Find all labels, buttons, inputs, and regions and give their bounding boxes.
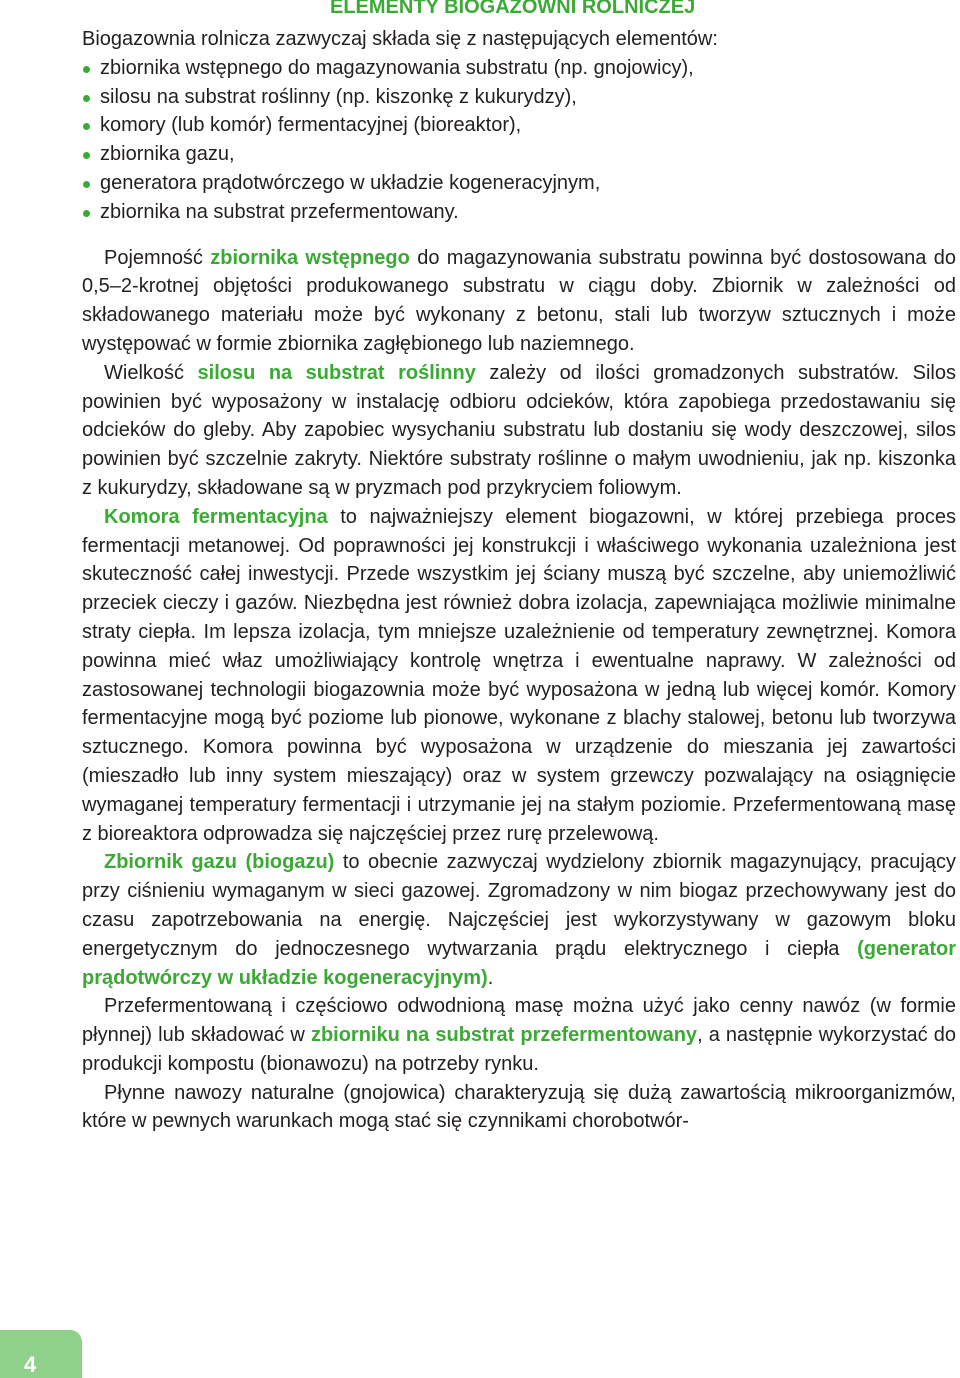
article-body [82, 25, 956, 1136]
term-digestate-tank: zbiorniku na substrat przefermentowany [310, 1024, 698, 1047]
bullet-icon [83, 181, 90, 188]
paragraph-fertilizers: Płynne nawozy naturalne (gnojowica) charakteryzują się dużą zawartością mikroorganizmów, które w pewnych warunkach mogą stać się czynnikami chorobotwór- [82, 1081, 956, 1133]
paragraph-pre-tank: Pojemność zbiornika wstępnego do magazynowania substratu powinna być dostosowana do 0,5–2-krotnej objętości produkowanego substratu w ciągu doby. Zbiornik w zależności od składowanego materiału może być wykonany z betonu, stali lub tworzyw sztucznych i może występować w formie zbiornika zagłębionego lub naziemnego. [82, 246, 957, 355]
term-silo: silosu na substrat roślinny [197, 361, 476, 384]
bullet-icon [83, 95, 90, 102]
list-item: silosu na substrat roślinny (np. kiszonkę z kukurydzy), [82, 83, 956, 112]
list-item: zbiornika gazu, [82, 140, 956, 169]
bullet-icon [83, 210, 90, 217]
bullet-icon [83, 123, 90, 130]
page-number: 4 [24, 1352, 37, 1377]
section-heading: ELEMENTY BIOGAZOWNI ROLNICZEJ [330, 0, 696, 18]
bullet-icon [83, 66, 90, 73]
list-item: zbiornika wstępnego do magazynowania substratu (np. gnojowicy), [82, 54, 956, 83]
page-number-tab [0, 1330, 82, 1378]
term-fermenter: Komora fermentacyjna [104, 505, 328, 528]
paragraph-gas-tank: Zbiornik gazu (biogazu) to obecnie zazwyczaj wydzielony zbiornik magazynujący, pracujący przy ciśnieniu wymaganym w sieci gazowej. Zgromadzony w nim biogaz przechowywany jest do czasu zapotrzebowania na energię. Najczęściej jest wykorzystywany w gazowym bloku energetycznym do jednoczesnego wytwarzania prądu elektrycznego i ciepła (generator prądotwórczy w układzie kogeneracyjnym). [82, 851, 956, 989]
list-item: zbiornika na substrat przefermentowany. [82, 198, 956, 227]
term-pre-tank: zbiornika wstępnego [210, 246, 410, 269]
list-item: generatora prądotwórczego w układzie kogeneracyjnym, [82, 169, 956, 198]
paragraph-digestate: Przefermentowaną i częściowo odwodnioną masę można użyć jako cenny nawóz (w formie płynnej) lub składować w zbiorniku na substrat przefermentowany, a następnie wykorzystać do produkcji kompostu (bionawozu) na potrzeby rynku. [82, 995, 957, 1075]
term-gas-tank: Zbiornik gazu (biogazu) [104, 851, 335, 874]
paragraph-silo: Wielkość silosu na substrat roślinny zależy od ilości gromadzonych substratów. Silos powinien być wyposażony w instalację odbioru odcieków, która zapobiega przedostawaniu się odcieków do gleby. Aby zapobiec wysychaniu substratu lub dostaniu się wody deszczowej, silos powinien być szczelnie zakryty. Niektóre substraty roślinne o małym uwodnieniu, jak np. kiszonka z kukurydzy, składowane są w pryzmach pod przykryciem foliowym. [82, 361, 956, 499]
paragraph-fermenter: Komora fermentacyjna to najważniejszy element biogazowni, w której przebiega proces fermentacji metanowej. Od poprawności jej konstrukcji i właściwego wykonania uzależniona jest skuteczność całej inwestycji. Przede wszystkim jej ściany muszą być szczelne, aby uniemożliwić przeciek cieczy i gazów. Niezbędna jest również dobra izolacja, zapewniająca możliwie minimalne straty ciepła. Im lepsza izolacja, tym mniejsze uzależnienie od temperatury zewnętrznej. Komora powinna mieć właz umożliwiający kontrolę wnętrza i ewentualne naprawy. W zależności od zastosowanej technologii biogazownia może być wyposażona w jedną lub więcej komór. Komory fermentacyjne mogą być poziome lub pionowe, wykonane z blachy stalowej, betonu lub tworzywa sztucznego. Komora powinna być wyposażona w urządzenie do mieszania jej zawartości (mieszadło lub inny system mieszający) oraz w system grzewczy pozwalający na osiągnięcie wymaganej temperatury fermentacji i utrzymanie jej na stałym poziomie. Przefermentowaną masę z bioreaktora odprowadza się najczęściej przez rurę przelewową. [82, 505, 956, 845]
term-generator: (generator prądotwórczy w układzie kogeneracyjnym) [82, 937, 956, 989]
bullet-icon [83, 152, 90, 159]
element-list [82, 54, 956, 227]
intro-text: Biogazownia rolnicza zazwyczaj składa się z następujących elementów: [82, 28, 718, 50]
list-item: komory (lub komór) fermentacyjnej (bioreaktor), [82, 111, 956, 140]
